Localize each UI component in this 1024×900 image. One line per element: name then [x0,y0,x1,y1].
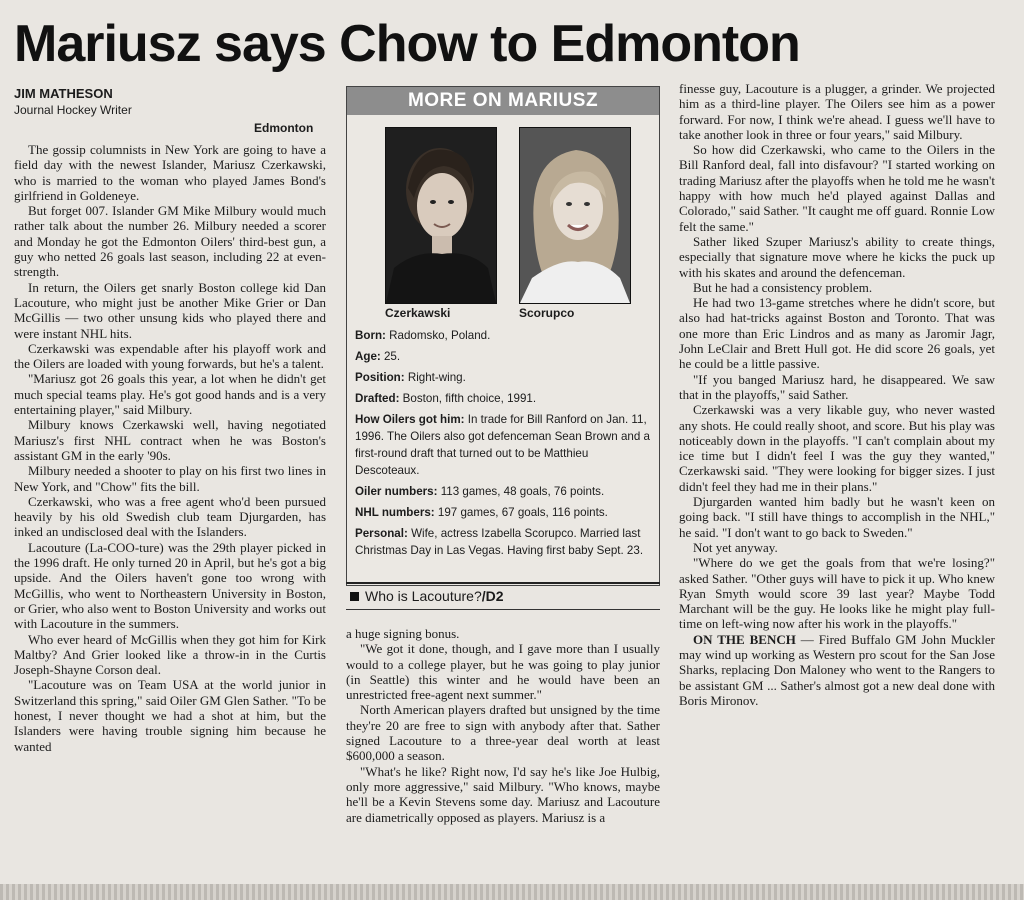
fact-personal: Personal: Wife, actress Izabella Scorupco. Married last Christmas Day in Las Vegas. Having first baby Sept. 23. [355,527,644,557]
fact-age: Age: 25. [355,350,401,363]
paragraph: "If you banged Mariusz hard, he disappeared. We saw that in the playoffs," said Sather. [679,371,995,402]
paragraph: "Where do we get the goals from that we're losing?" asked Sather. "Other guys will have to pick it up. Who knew Ryan Smyth would score 39 last year? Maybe Todd Marchant will be the guy. He looks like he might play full-time on left-wing now after his work in the playoffs." [679,555,995,632]
dateline: Edmonton [254,121,314,135]
on-the-bench-paragraph [679,632,995,708]
article-column-2 [346,626,660,825]
paragraph: In return, the Oilers get snarly Boston college kid Dan Lacouture, who might just be another Mike Grier or Dan McGillis — two other unsung kids who played there and were instant NHL hits. [14,279,326,341]
fact-position: Position: Right-wing. [355,371,466,384]
square-bullet-icon [350,592,359,601]
paragraph: Not yet anyway. [693,539,778,555]
cross-reference [346,582,660,608]
paragraph: But forget 007. Islander GM Mike Milbury would much rather talk about the number 26. Milbury needed a scorer and Monday he got the Edmonton Oilers' third-best gun, a guy who netted 26 goals last season, including 22 at even-strength. [14,203,326,280]
fact-drafted: Drafted: Boston, fifth choice, 1991. [355,392,537,405]
paragraph: Czerkawski was expendable after his playoff work and the Oilers are loaded with young forwards, but he's a talent. [14,340,326,372]
paragraph: "We got it done, though, and I gave more than I usually would to a college player, but he was going to play junior (in Seattle) this winter and he would have been an unrestricted free-agent next summer." [346,641,660,703]
fact-nhl-numbers: NHL numbers: 197 games, 67 goals, 116 points. [355,506,608,519]
caption-czerkawski: Czerkawski [385,306,451,320]
paragraph: "Mariusz got 26 goals this year, a lot when he didn't get much special teams play. He's got good hands and is a very entertaining player," said Milbury. [14,371,326,418]
paragraph: Milbury knows Czerkawski well, having negotiated Mariusz's first NHL contract when he was Boston's assistant GM in the early '90s. [14,417,326,463]
byline-author: JIM MATHESON [14,86,113,101]
on-the-bench-text: — Fired Buffalo GM John Muckler may wind up working as Western pro scout for the San Jose Sharks, replacing Don Maloney who went to the Rangers to be assistant GM ... Sather's almost got a new deal done with Boris Mironov. [679,631,995,708]
xref-text: Who is Lacouture? [365,588,482,604]
paragraph: Lacouture (La-COO-ture) was the 29th player picked in the 1996 draft. He only turned 20 in April, but he's got a big upside. And the Oilers haven't gone too wrong with McGillis, who went to Northeastern University in Boston, or Grier, who also went to Boston University and works out with Lacouture in the summers. [14,539,326,632]
article-column-1 [14,142,326,754]
paragraph: Milbury needed a shooter to play on his first two lines in New York, and "Chow" fits the bill. [14,463,326,494]
paragraph: Sather liked Szuper Mariusz's ability to create things, especially that signature move where he kicks the puck up with his skates and around the defenceman. [679,233,995,280]
paragraph: The gossip columnists in New York are going to have a field day with the newest Islander, Mariusz Czerkawski, who is married to the woman who played James Bond's girlfriend in Goldeneye. [14,142,326,203]
paragraph: a huge signing bonus. [346,626,460,641]
paragraph: "What's he like? Right now, I'd say he's like Joe Hulbig, only more aggressive," said Milbury. "Who knows, maybe he'll be a Kevin Stevens some day. Mariusz and Lacouture are diametrically opposed as players. Mariusz is a [346,763,660,825]
paragraph: He had two 13-game stretches where he didn't score, but also had hat-tricks against Boston and Toronto. That was one more than Eric Lindros and as many as Jaromir Jagr, John LeClair and Brett Hull got. He did score 26 goals, yet he could be a little passive. [679,295,995,372]
headline: Mariusz says Chow to Edmonton [14,15,800,73]
paragraph: Czerkawski, who was a free agent who'd been pursued heavily by his old Swedish club team Djurgarden, has inked an undisclosed deal with the Islanders. [14,493,326,540]
on-the-bench-lead: ON THE BENCH [693,631,796,647]
divider [346,609,660,610]
xref-page: /D2 [481,588,504,604]
fact-oiler-numbers: Oiler numbers: 113 games, 48 goals, 76 points. [355,485,605,498]
paragraph: Djurgarden wanted him badly but he wasn't keen on going back. "I still have things to accomplish in the NHL," he said. "I don't want to go back to Sweden." [679,494,995,540]
paragraph: So how did Czerkawski, who came to the Oilers in the Bill Ranford deal, fall into disfavour? "I started working on trading Mariusz after the playoffs when he told me he wasn't happy with how much he'd played against Dallas and Colorado," said Sather. "It caught me off guard. Ronnie Low felt the same." [679,142,995,234]
fact-list [355,327,651,563]
czerkawski-photo [385,127,497,304]
scorupco-photo [519,127,631,304]
fact-how-acquired: How Oilers got him: In trade for Bill Ranford on Jan. 11, 1996. The Oilers also got defenceman Sean Brown and a first-round draft that turned out to be Matthieu Descoteaux. [355,413,650,477]
paragraph: "Lacouture was on Team USA at the world junior in Switzerland this spring," said Oiler GM Glen Sather. "To be honest, I never thought we had a shot at him, but the Islanders were having trouble signing him because he wanted [14,677,326,754]
paragraph: Czerkawski was a very likable guy, who never wasted any shots. He could really shoot, and score. But his play was noticeably down in the playoffs. "I can't complain about my ice time but I didn't feel I was the guy they wanted," Czerkawski said. "They were looking for bigger sizes. I just didn't feel they had me in their plans." [679,402,995,494]
info-sidebar [346,86,660,586]
page-edge-strip [0,884,1024,900]
paragraph: North American players drafted but unsigned by the time they're 20 are free to sign with anybody after that. Sather signed Lacouture to a three-year deal worth at least $600,000 a season. [346,702,660,764]
paragraph: Who ever heard of McGillis when they got him for Kirk Maltby? And Grier looked like a throw-in in the Curtis Joseph-Shayne Corson deal. [14,631,326,678]
caption-scorupco: Scorupco [519,306,575,320]
fact-born: Born: Radomsko, Poland. [355,329,491,342]
sidebar-title: MORE ON MARIUSZ [347,87,659,115]
article-column-3 [679,81,995,708]
paragraph: But he had a consistency problem. [693,279,873,295]
byline-role: Journal Hockey Writer [14,103,132,117]
paragraph: finesse guy, Lacouture is a plugger, a grinder. We projected him as a third-line player. The Oilers see him as a power forward. For now, I think we're ahead. I guess we'll have to take another look in three or four years," said Milbury. [679,81,995,142]
